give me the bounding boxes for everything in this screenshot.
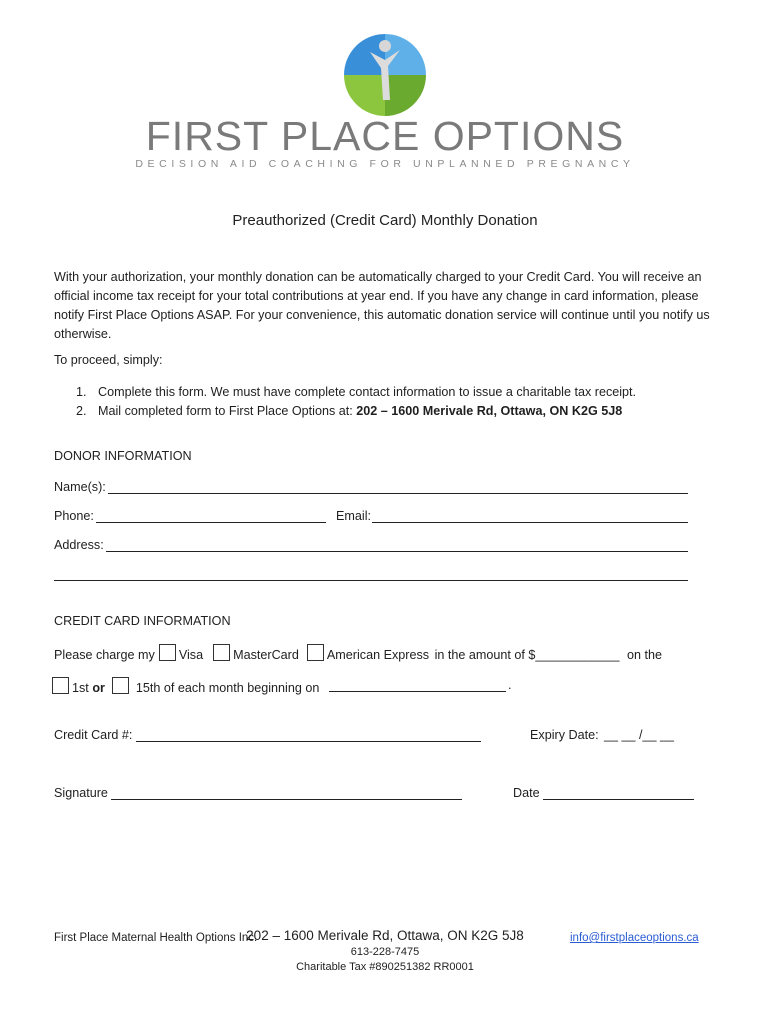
- logo: [340, 30, 430, 120]
- card-number-label: Credit Card #:: [54, 728, 133, 742]
- footer-email-link[interactable]: info@firstplaceoptions.ca: [570, 932, 699, 944]
- brand-name: FIRST PLACE OPTIONS: [145, 113, 625, 159]
- footer-org: First Place Maternal Health Options Inc.: [54, 932, 258, 944]
- fifteenth-of-month-checkbox[interactable]: [112, 677, 129, 694]
- charge-row: Please charge my Visa MasterCard American Express in the amount of $____________ on the: [54, 644, 662, 662]
- phone-label: Phone:: [54, 509, 94, 523]
- card-number-field[interactable]: [136, 741, 481, 742]
- schedule-row: 1st or 15th of each month beginning on: [52, 677, 319, 695]
- signature-label: Signature: [54, 786, 108, 800]
- footer-address: 202 – 1600 Merivale Rd, Ottawa, ON K2G 5J8: [246, 928, 524, 943]
- email-label: Email:: [336, 509, 371, 523]
- period: .: [508, 678, 512, 692]
- email-field[interactable]: [372, 522, 688, 523]
- signature-field[interactable]: [111, 799, 462, 800]
- mastercard-checkbox[interactable]: [213, 644, 230, 661]
- footer-tax-number: Charitable Tax #890251382 RR0001: [296, 961, 474, 973]
- brand-tagline: DECISION AID COACHING FOR UNPLANNED PREGNANCY: [135, 158, 635, 170]
- visa-checkbox[interactable]: [159, 644, 176, 661]
- list-item: 1. Complete this form. We must have complete contact information to issue a charitable tax receipt.: [76, 385, 637, 399]
- first-of-month-checkbox[interactable]: [52, 677, 69, 694]
- amex-checkbox[interactable]: [307, 644, 324, 661]
- intro-paragraph: With your authorization, your monthly donation can be automatically charged to your Credit Card. You will receive an official income tax receipt for your total contributions at year end. If you have any change in card information, please notify First Place Options ASAP. For your convenience, this automatic donation service will continue until you notify us otherwise.: [54, 270, 710, 341]
- start-date-field[interactable]: [329, 691, 506, 692]
- document-title: Preauthorized (Credit Card) Monthly Donation: [232, 212, 538, 229]
- proceed-label: To proceed, simply:: [54, 353, 163, 367]
- phone-field[interactable]: [96, 522, 326, 523]
- address-label: Address:: [54, 538, 104, 552]
- date-label: Date: [513, 786, 540, 800]
- footer-phone: 613-228-7475: [350, 946, 420, 958]
- donor-heading: DONOR INFORMATION: [54, 449, 192, 463]
- address-field-line2[interactable]: [54, 580, 688, 581]
- names-label: Name(s):: [54, 480, 106, 494]
- amount-field[interactable]: in the amount of $____________: [434, 648, 620, 662]
- expiry-field[interactable]: __ __ /__ __: [604, 728, 675, 742]
- steps-list: [76, 383, 636, 421]
- expiry-label: Expiry Date:: [530, 728, 599, 742]
- list-item: 2. Mail completed form to First Place Options at: 202 – 1600 Merivale Rd, Ottawa, ON K2G 5J8: [76, 404, 623, 418]
- date-field[interactable]: [543, 799, 694, 800]
- card-heading: CREDIT CARD INFORMATION: [54, 614, 231, 628]
- names-field[interactable]: [108, 493, 688, 494]
- address-field[interactable]: [106, 551, 688, 552]
